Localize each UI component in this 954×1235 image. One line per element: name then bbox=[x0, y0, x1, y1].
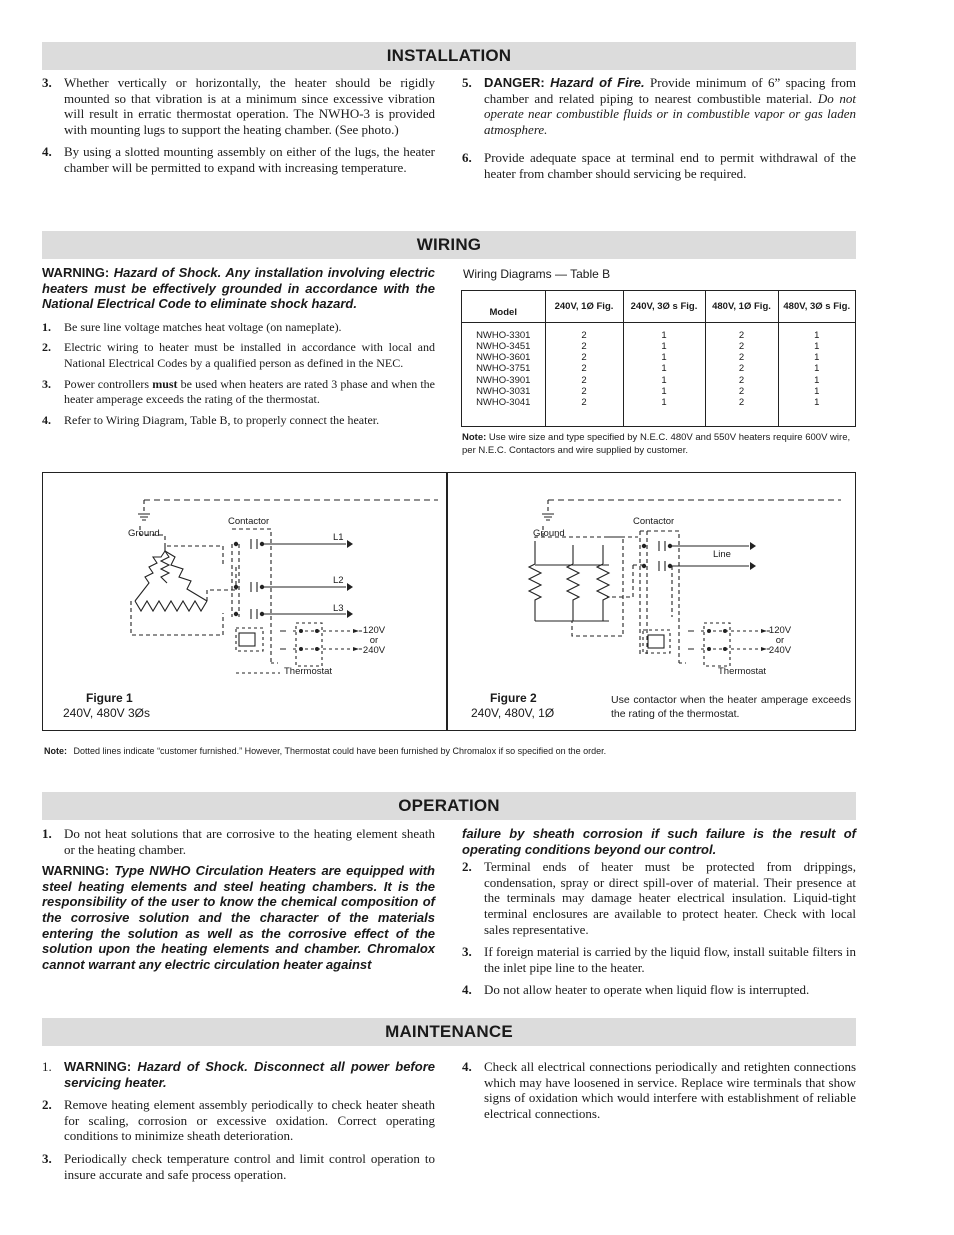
item-number: 3. bbox=[42, 1150, 52, 1166]
table-cell: 2 bbox=[738, 340, 745, 352]
item-text: Refer to Wiring Diagram, Table B, to properly connect the heater. bbox=[64, 412, 380, 427]
table-cell: 2 bbox=[738, 329, 745, 341]
table-cell: 1 bbox=[814, 352, 820, 364]
operation-warning bbox=[42, 863, 435, 972]
list-item bbox=[462, 944, 856, 975]
table-cell: NWHO-3301 bbox=[476, 329, 531, 341]
ground-label: Ground bbox=[533, 528, 565, 539]
wiring-left-column bbox=[42, 265, 435, 433]
table-cell: 2 bbox=[581, 329, 587, 341]
table-cell: 1 bbox=[814, 385, 820, 397]
table-cell: 2 bbox=[581, 385, 587, 397]
l1-label: L1 bbox=[333, 532, 344, 543]
table-cell: NWHO-3031 bbox=[476, 385, 531, 397]
table-cell: 1 bbox=[661, 374, 667, 386]
operation-warning-continued: failure by sheath corrosion if such failure is the result of operating conditions beyond our control. bbox=[462, 826, 856, 857]
item-text: Do not allow heater to operate when liquid flow is interrupted. bbox=[484, 982, 810, 998]
voltage-line: 240V bbox=[768, 645, 792, 656]
item-number: 3. bbox=[42, 376, 51, 391]
table-cell: 1 bbox=[661, 329, 667, 341]
item-number: 5. bbox=[462, 75, 472, 90]
table-cell: NWHO-3451 bbox=[476, 340, 531, 352]
table-fig-column bbox=[705, 322, 778, 426]
item-number: 4. bbox=[462, 1059, 472, 1074]
voltage-label bbox=[767, 626, 793, 656]
item-number: 6. bbox=[462, 150, 472, 166]
l2-label: L2 bbox=[333, 575, 344, 586]
line-label: Line bbox=[713, 549, 731, 560]
warning-text: Hazard of Shock. Any installation involving electric heaters must be effectively grounded in accordance with the National Electrical Code to eliminate shock hazard. bbox=[42, 265, 435, 312]
note-text: Dotted lines indicate “customer furnished.” However, Thermostat could have been furnished by Chromalox if so specified on the order. bbox=[73, 746, 607, 756]
list-item bbox=[462, 150, 856, 181]
table-cell: 1 bbox=[661, 352, 667, 364]
note-text: Use wire size and type specified by N.E.C. 480V and 550V heaters require 600V wire, per N.E.C. Contactors and wire supplied by customer. bbox=[462, 432, 851, 456]
table-header-cell: Model bbox=[462, 291, 545, 322]
maintenance-right-column bbox=[462, 1059, 856, 1128]
table-header-cell: 480V, 1Ø Fig. bbox=[705, 291, 778, 322]
maintenance-heading: MAINTENANCE bbox=[42, 1018, 856, 1046]
table-cell: 1 bbox=[814, 363, 820, 375]
wiring-warning bbox=[42, 265, 435, 312]
item-text: Provide minimum of 6” spacing from chamber and related piping to nearest combustible material. bbox=[484, 75, 857, 106]
thermostat-label: Thermostat bbox=[284, 666, 333, 677]
table-cell: 1 bbox=[661, 385, 667, 397]
installation-right-column bbox=[462, 75, 856, 189]
warning-text: Type NWHO Circulation Heaters are equipped with steel heating elements and steel heating chambers. It is the responsibility of the user to know the chemical composition of the corrosive solution and the character of the materials entering the solution as well as the corrosive effect of the solution upon the heating elements and chamber. Chromalox cannot warrant any electric circulation heater against bbox=[42, 863, 435, 972]
item-text: Do not heat solutions that are corrosive to the heating element sheath or the heating chamber. bbox=[64, 826, 435, 857]
item-text: If foreign material is carried by the liquid flow, install suitable filters in the inlet pipe line to the heater. bbox=[484, 944, 856, 975]
table-cell: 1 bbox=[661, 397, 667, 409]
operation-left-column bbox=[42, 826, 435, 972]
item-number: 1. bbox=[42, 1059, 52, 1074]
table-cell: 1 bbox=[814, 374, 820, 386]
table-cell: NWHO-3901 bbox=[476, 374, 531, 386]
list-item bbox=[42, 144, 435, 175]
table-cell: 2 bbox=[738, 352, 745, 364]
installation-left-column bbox=[42, 75, 435, 183]
warning-label: WARNING: bbox=[42, 265, 110, 280]
table-cell: 1 bbox=[814, 329, 820, 341]
wiring-heading: WIRING bbox=[42, 231, 856, 259]
table-cell: NWHO-3751 bbox=[476, 363, 531, 375]
item-number: 2. bbox=[42, 340, 51, 355]
list-item bbox=[462, 859, 856, 937]
figure-subtitle: 240V, 480V, 1Ø bbox=[471, 706, 555, 720]
table-model-column bbox=[462, 322, 545, 426]
item-number: 3. bbox=[42, 75, 52, 90]
table-cell: 2 bbox=[581, 363, 587, 375]
table-cell: 1 bbox=[661, 340, 667, 352]
voltage-line: or bbox=[369, 635, 379, 646]
danger-label: DANGER: bbox=[484, 75, 545, 90]
ground-label: Ground bbox=[128, 528, 160, 539]
table-header-cell: 480V, 3Ø s Fig. bbox=[783, 300, 851, 312]
wiring-table bbox=[461, 290, 856, 427]
list-item bbox=[462, 75, 856, 137]
table-title: Wiring Diagrams — Table B bbox=[463, 267, 611, 281]
list-item bbox=[42, 75, 435, 137]
item-text: Whether vertically or horizontally, the heater should be rigidly mounted so that vibration is at a minimum since excessive vibration will result in erratic thermostat operation. The NWHO-3 is provided with mounting lugs to support the heating chamber. (See photo.) bbox=[64, 75, 435, 137]
item-text-bold: must bbox=[152, 376, 178, 391]
voltage-line: 120V bbox=[768, 625, 792, 636]
table-fig-column bbox=[778, 322, 855, 426]
table-header-cell: 240V, 1Ø Fig. bbox=[545, 291, 623, 322]
table-cell: 2 bbox=[581, 352, 587, 364]
table-cell: NWHO-3041 bbox=[476, 397, 531, 409]
item-number: 4. bbox=[42, 144, 52, 160]
item-text-post: be used when heaters are rated 3 phase and when the heater amperage exceeds the rating of the thermostat. bbox=[64, 376, 435, 407]
list-item bbox=[42, 826, 435, 857]
warning-label: WARNING: bbox=[42, 863, 110, 879]
list-item bbox=[42, 377, 435, 408]
table-cell: 1 bbox=[814, 340, 820, 352]
list-item bbox=[42, 320, 435, 336]
thermostat-label: Thermostat bbox=[718, 666, 767, 677]
note-label: Note: bbox=[44, 746, 67, 756]
table-header-cell: 240V, 3Ø s Fig. bbox=[623, 291, 705, 322]
item-text: By using a slotted mounting assembly on either of the lugs, the heater chamber will be permitted to expand with increasing temperature. bbox=[64, 144, 435, 175]
item-italic-text: Do not operate near combustible fluids or in combustible vapor or gas laden atmosphere. bbox=[484, 90, 857, 137]
item-text: Electric wiring to heater must be installed in accordance with local and National Electrical Codes by a qualified person as defined in the NEC. bbox=[64, 340, 435, 370]
wiring-bottom-note bbox=[44, 745, 856, 757]
item-text: Remove heating element assembly periodically to check heater sheath for scaling, corrosion or excessive oxidation. Correct operating conditions to minimize sheath deterioration. bbox=[64, 1097, 435, 1144]
l3-label: L3 bbox=[333, 603, 344, 614]
figure-note: Use contactor when the heater amperage exceeds the rating of the thermostat. bbox=[611, 694, 851, 720]
figure-title: Figure 1 bbox=[86, 691, 133, 705]
voltage-line: or bbox=[775, 635, 785, 646]
operation-right-column bbox=[462, 826, 856, 1005]
item-number: 4. bbox=[462, 982, 472, 998]
operation-heading: OPERATION bbox=[42, 792, 856, 820]
item-number: 1. bbox=[42, 826, 52, 841]
table-cell: 2 bbox=[738, 374, 745, 386]
item-text: Be sure line voltage matches heat voltage (on nameplate). bbox=[64, 319, 342, 334]
list-item bbox=[42, 1151, 435, 1182]
contactor-label: Contactor bbox=[228, 516, 270, 527]
table-cell: 1 bbox=[814, 397, 820, 409]
item-text: Provide adequate space at terminal end to permit withdrawal of the heater from chamber should servicing be required. bbox=[484, 150, 856, 181]
note-label: Note: bbox=[462, 432, 487, 443]
figure-subtitle: 240V, 480V 3Øs bbox=[63, 706, 150, 720]
table-cell: 2 bbox=[738, 385, 745, 397]
list-item bbox=[42, 413, 435, 429]
table-cell: 2 bbox=[581, 374, 587, 386]
figure-title: Figure 2 bbox=[490, 691, 537, 705]
warning-label: WARNING: bbox=[64, 1059, 132, 1074]
hazard-label: Hazard of Fire. bbox=[550, 75, 645, 90]
table-cell: 2 bbox=[738, 397, 745, 409]
table-cell: 1 bbox=[661, 363, 667, 375]
list-item bbox=[462, 982, 856, 998]
table-note bbox=[462, 431, 858, 457]
list-item bbox=[42, 340, 435, 371]
voltage-label bbox=[361, 626, 387, 656]
item-number: 2. bbox=[462, 859, 472, 875]
figure-1 bbox=[42, 472, 448, 731]
table-cell: 2 bbox=[581, 397, 587, 409]
table-fig-column bbox=[545, 322, 623, 426]
voltage-line: 240V bbox=[362, 645, 386, 656]
item-number: 1. bbox=[42, 319, 51, 334]
maintenance-left-column bbox=[42, 1059, 435, 1189]
item-number: 3. bbox=[462, 944, 472, 960]
warning-text: Hazard of Shock. Disconnect all power before servicing heater. bbox=[64, 1059, 435, 1090]
item-text: Terminal ends of heater must be protected from drippings, condensation, spray or direct spill-over of material. Their presence at the terminals may damage heater electrical insulation. Liquid-tight terminal enclosures are available to protect heater. Check with local sales representative. bbox=[484, 859, 856, 937]
table-cell: NWHO-3601 bbox=[476, 352, 531, 364]
table-cell: 2 bbox=[738, 363, 745, 375]
list-item bbox=[42, 1059, 435, 1090]
item-text: Check all electrical connections periodically and retighten connections which may have loosened in service. Replace wire terminals that show signs of oxidation which would interfere with establishment of reliable electrical connections. bbox=[484, 1059, 856, 1121]
figure-2 bbox=[446, 472, 856, 731]
item-number: 4. bbox=[42, 412, 51, 427]
item-text: Periodically check temperature control and limit control operation to insure accurate and safe process operation. bbox=[64, 1150, 435, 1182]
table-fig-column bbox=[623, 322, 705, 426]
list-item bbox=[462, 1059, 856, 1121]
list-item bbox=[42, 1097, 435, 1144]
item-number: 2. bbox=[42, 1097, 52, 1113]
table-cell: 2 bbox=[581, 340, 587, 352]
voltage-line: 120V bbox=[362, 625, 386, 636]
item-text-pre: Power controllers bbox=[64, 376, 153, 391]
contactor-label: Contactor bbox=[633, 516, 675, 527]
installation-heading: INSTALLATION bbox=[42, 42, 856, 70]
